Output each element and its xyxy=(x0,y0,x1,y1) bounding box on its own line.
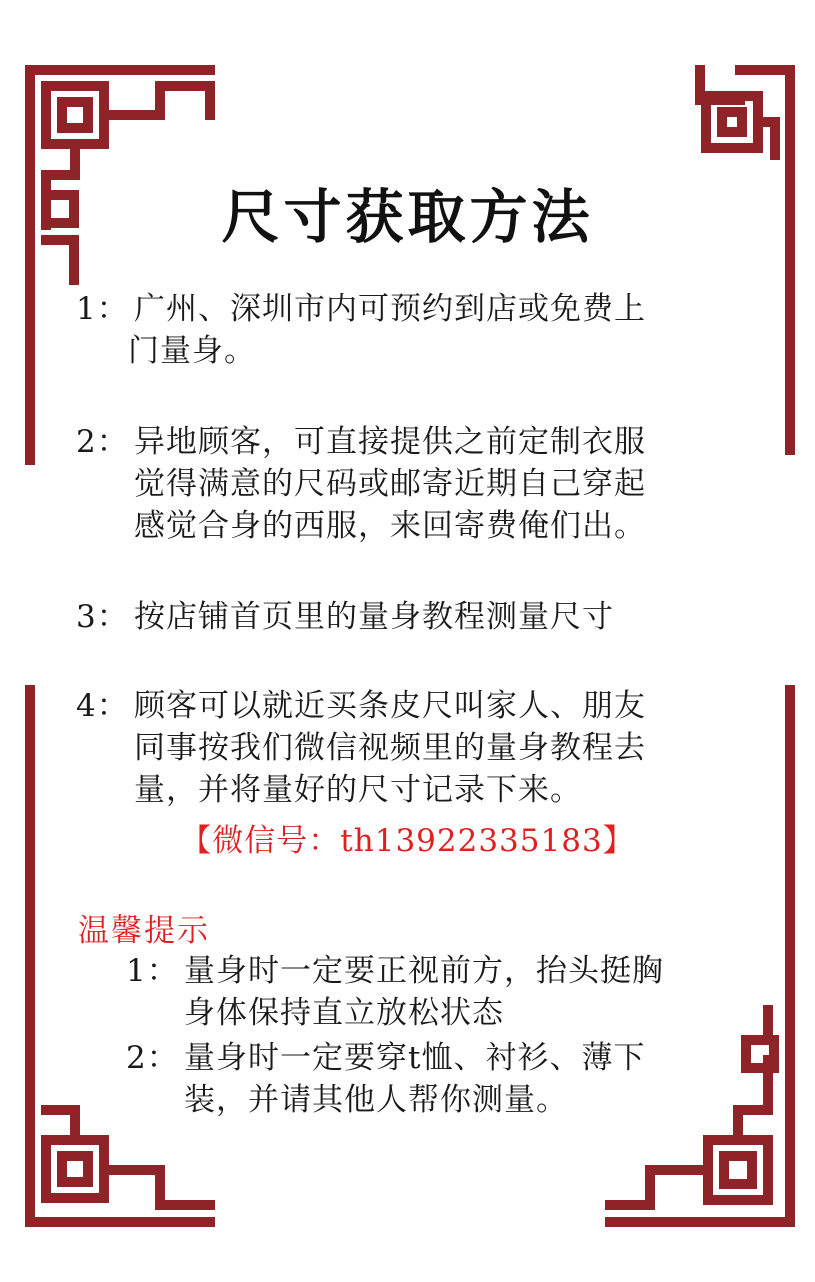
method-item-line: 量，并将量好的尺寸记录下来。 xyxy=(134,772,582,808)
method-item-4 xyxy=(76,685,746,811)
method-item-line: 3： 按店铺首页里的量身教程测量尺寸 xyxy=(76,596,746,638)
tip-item-1 xyxy=(126,950,766,1034)
method-item-3 xyxy=(76,596,746,638)
corner-ornament-top-right xyxy=(700,70,790,450)
method-item-line: 4： 顾客可以就近买条皮尺叫家人、朋友 xyxy=(76,685,746,727)
method-item-line: 门量身。 xyxy=(128,333,256,369)
method-item-line: 2： 异地顾客，可直接提供之前定制衣服 xyxy=(76,421,746,463)
item-number: 2： xyxy=(76,424,129,460)
wechat-id: 【微信号：th13922335183】 xyxy=(180,823,635,859)
method-item-line: 感觉合身的西服，来回寄费俺们出。 xyxy=(134,508,646,544)
method-item-line: 觉得满意的尺码或邮寄近期自己穿起 xyxy=(134,466,646,502)
corner-ornament-top-left xyxy=(30,70,210,460)
method-item-line: 同事按我们微信视频里的量身教程去 xyxy=(134,730,646,766)
method-item-2 xyxy=(76,421,746,547)
tip-line: 1： 量身时一定要正视前方，抬头挺胸 xyxy=(126,950,766,992)
tip-line: 身体保持直立放松状态 xyxy=(184,995,504,1031)
tip-line: 2： 量身时一定要穿t恤、衬衫、薄下 xyxy=(126,1037,766,1079)
method-item-line: 1： 广州、深圳市内可预约到店或免费上 xyxy=(76,288,746,330)
item-number: 3： xyxy=(76,599,129,635)
item-number: 4： xyxy=(76,688,129,724)
item-number: 1： xyxy=(76,291,129,327)
item-number: 2： xyxy=(126,1040,179,1076)
tips-title: 温馨提示 xyxy=(78,913,210,949)
method-item-1 xyxy=(76,288,746,372)
page-title: 尺寸获取方法 xyxy=(221,183,594,251)
item-number: 1： xyxy=(126,953,179,989)
tip-item-2 xyxy=(126,1037,766,1121)
tip-line: 装，并请其他人帮你测量。 xyxy=(184,1082,568,1118)
